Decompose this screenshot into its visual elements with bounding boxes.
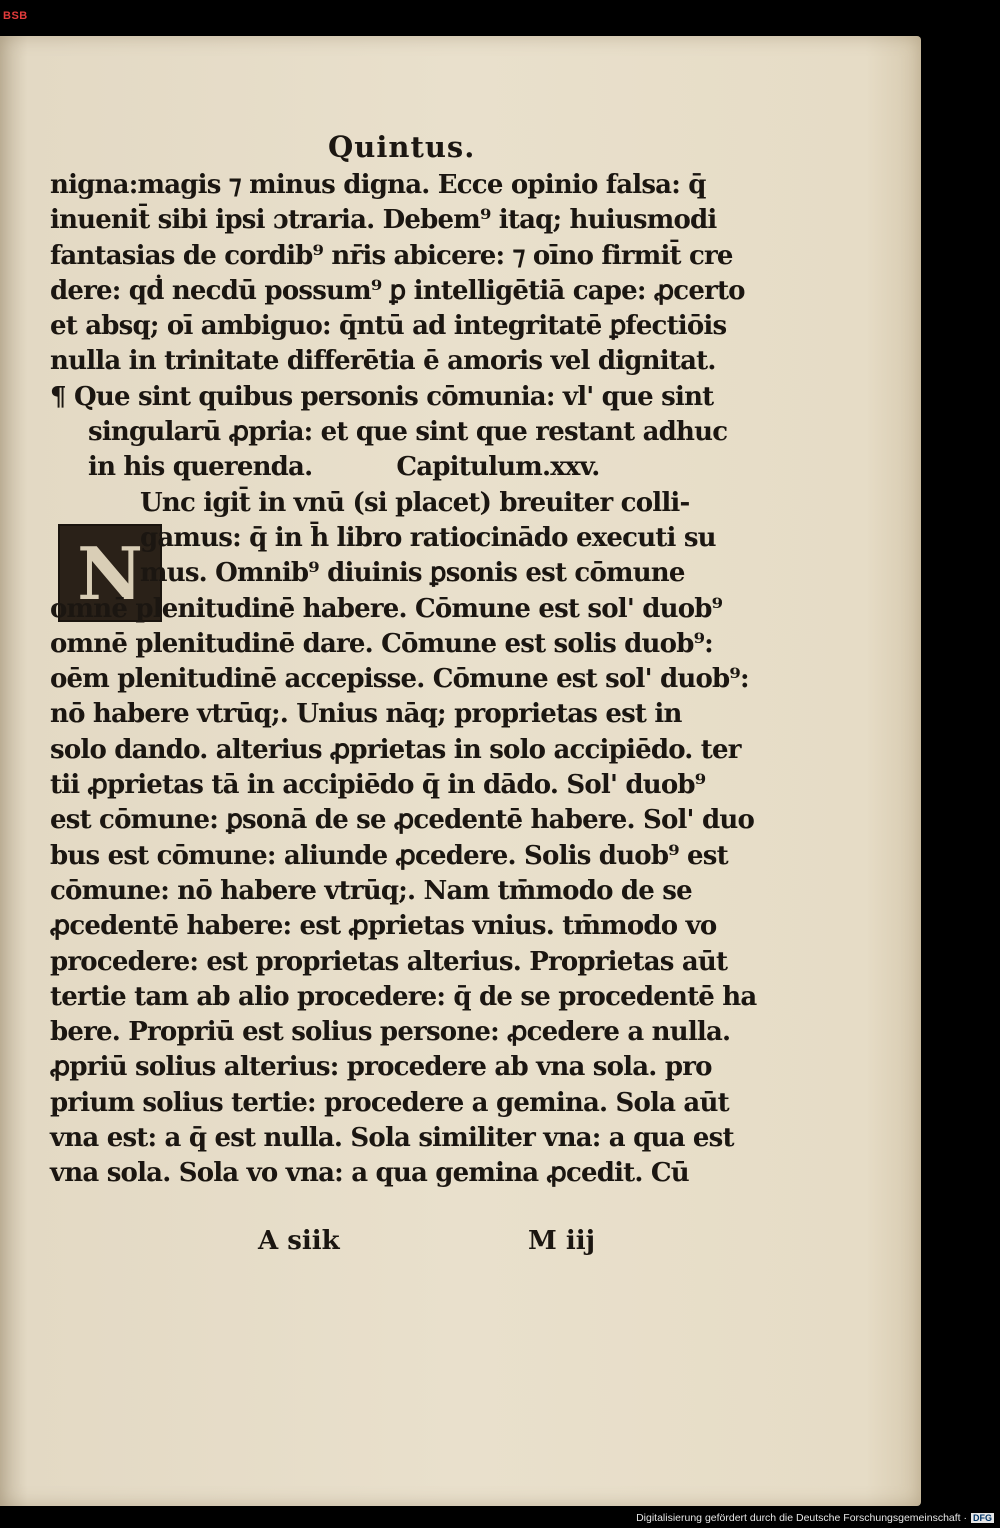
text-line: tii ꝓprietas tā in accipiēdo q̄ in dādo. Sol' duob⁹ xyxy=(50,770,706,801)
text-line: ꝓpriū solius alterius: procedere ab vna sola. pro xyxy=(50,1052,712,1083)
text-line: est cōmune: ꝑsonā de se ꝓcedentē habere. Sol' duo xyxy=(50,805,754,836)
scanned-page xyxy=(0,36,921,1506)
text-line: inuenit̄ sibi ipsi ɔtraria. Debem⁹ itaq; huiusmodi xyxy=(50,205,717,236)
text-line: gamus: q̄ in h̄ libro ratiocinādo executi su xyxy=(140,522,716,553)
text-line: nulla in trinitate differētia ē amoris vel dignitat. xyxy=(50,346,716,377)
text-line: vna sola. Sola vo vna: a qua gemina ꝓcedit. Cū xyxy=(50,1158,689,1189)
text-line: vna est: a q̄ est nulla. Sola similiter vna: a qua est xyxy=(50,1123,734,1154)
signature-mark: A siik xyxy=(258,1226,340,1256)
text-line: solo dando. alterius ꝓprietas in solo accipiēdo. ter xyxy=(50,734,741,765)
text-line: mus. Omnib⁹ diuinis ꝑsonis est cōmune xyxy=(140,558,685,589)
dropcap-letter: N xyxy=(77,530,143,616)
chapter-number: Capitulum.xxv. xyxy=(396,452,600,483)
text-line: fantasias de cordib⁹ nr̄is abicere: ⁊ oīno firmit̄ cre xyxy=(50,240,733,271)
text-line: omnē plenitudinē habere. Cōmune est sol' duob⁹ xyxy=(50,593,723,624)
text-line: dere: qḋ necdū possum⁹ ꝑ intelligētiā cape: ꝓcerto xyxy=(50,275,745,306)
text-line: omnē plenitudinē dare. Cōmune est solis duob⁹: xyxy=(50,628,713,659)
text-line: et absq; oī ambiguo: q̄ntū ad integritatē ꝑfectiōis xyxy=(50,311,727,342)
text-line: prium solius tertie: procedere a gemina. Sola aūt xyxy=(50,1087,729,1118)
text-line: bere. Propriū est solius persone: ꝓcedere a nulla. xyxy=(50,1017,731,1048)
text-line: Unc igit̄ in vnū (si placet) breuiter colli- xyxy=(140,487,690,518)
chapter-heading-line xyxy=(50,450,750,485)
page-title: Quintus. xyxy=(328,130,476,164)
viewer-label: BSB xyxy=(3,10,28,22)
text-line: cōmune: nō habere vtrūq;. Nam tm̄modo de se xyxy=(50,875,692,906)
digitization-credit xyxy=(636,1512,994,1524)
text-line: tertie tam ab alio procedere: q̄ de se procedentē ha xyxy=(50,981,757,1012)
folio-mark: M iij xyxy=(528,1226,595,1256)
chapter-heading-end: in his querenda. xyxy=(88,452,313,483)
text-line: ꝓcedentē habere: est ꝓprietas vnius. tm̄modo vo xyxy=(50,911,717,942)
text-line: nigna:magis ⁊ minus digna. Ecce opinio falsa: q̄ xyxy=(50,170,706,200)
text-line: bus est cōmune: aliunde ꝓcedere. Solis duob⁹ est xyxy=(50,840,728,871)
chapter-heading-line: ¶ Que sint quibus personis cōmunia: vl' que sint xyxy=(50,381,714,412)
dfg-logo: DFG xyxy=(973,1513,992,1524)
chapter-heading-line: singularū ꝓpria: et que sint que restant adhuc xyxy=(88,417,728,448)
body-text xyxy=(50,168,757,1192)
text-line: nō habere vtrūq;. Unius nāq; proprietas est in xyxy=(50,699,682,730)
credit-text: Digitalisierung gefördert durch die Deutsche Forschungsgemeinschaft · xyxy=(636,1512,967,1524)
text-line: oēm plenitudinē accepisse. Cōmune est sol' duob⁹: xyxy=(50,664,749,695)
text-line: procedere: est proprietas alterius. Proprietas aūt xyxy=(50,946,728,977)
